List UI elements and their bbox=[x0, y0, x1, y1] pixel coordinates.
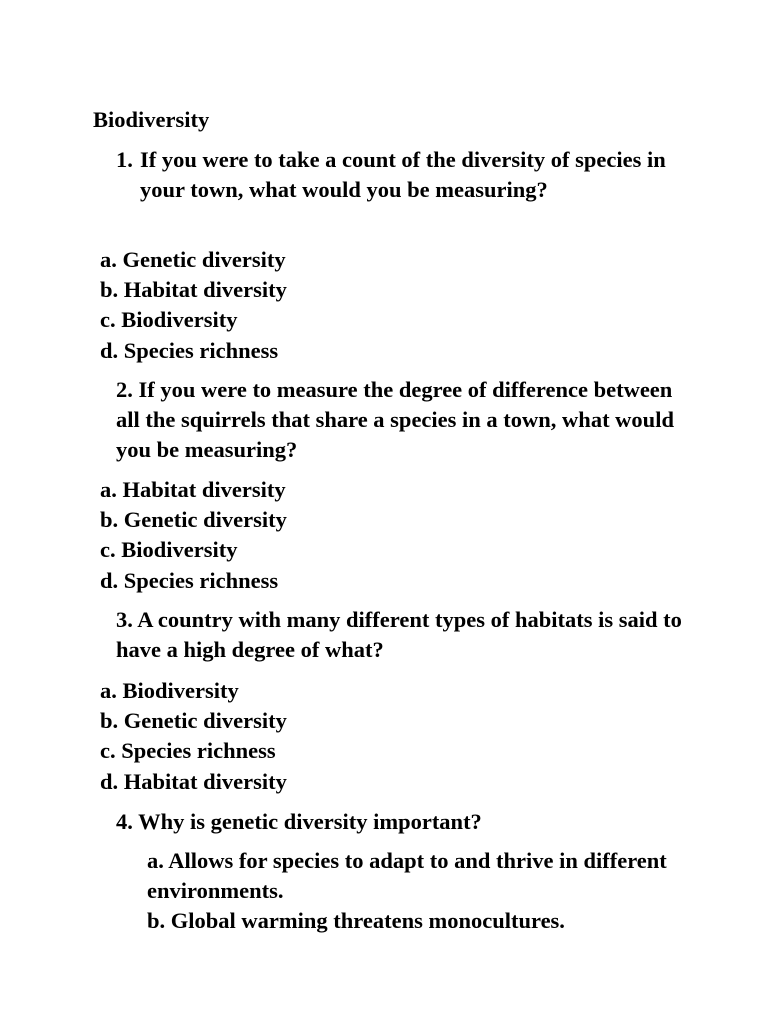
option-item: d. Habitat diversity bbox=[100, 768, 287, 794]
option-item: b. Habitat diversity bbox=[100, 277, 287, 303]
question-4 bbox=[116, 807, 696, 837]
question-2-text: If you were to measure the degree of difference between all the squirrels that share a species in a town, what would you be measuring? bbox=[116, 377, 674, 462]
option-item: d. Species richness bbox=[100, 567, 279, 593]
option-item: d. Species richness bbox=[100, 337, 279, 363]
question-3-text: A country with many different types of habitats is said to have a high degree of what? bbox=[116, 607, 682, 662]
option-item: b. Genetic diversity bbox=[100, 507, 287, 533]
document-title: Biodiversity bbox=[93, 107, 210, 132]
option-item: a. Allows for species to adapt to and thrive in different environments. bbox=[147, 848, 667, 904]
question-3 bbox=[116, 605, 696, 665]
question-2-number: 2. bbox=[116, 377, 133, 402]
question-2 bbox=[116, 375, 696, 465]
question-3-number: 3. bbox=[116, 607, 133, 632]
option-item: c. Biodiversity bbox=[100, 307, 238, 333]
question-4-text: Why is genetic diversity important? bbox=[138, 809, 482, 834]
option-item: c. Biodiversity bbox=[100, 537, 238, 563]
question-1-options bbox=[100, 245, 287, 366]
question-4-number: 4. bbox=[116, 809, 133, 834]
question-1-number: 1. bbox=[116, 147, 133, 172]
question-4-options bbox=[139, 846, 699, 937]
option-item: b. Genetic diversity bbox=[100, 708, 287, 734]
option-item: a. Habitat diversity bbox=[100, 477, 286, 502]
option-item: b. Global warming threatens monocultures. bbox=[147, 908, 565, 934]
question-2-options bbox=[100, 475, 287, 596]
option-item: a. Biodiversity bbox=[100, 678, 239, 703]
question-1 bbox=[116, 145, 676, 205]
question-1-text: If you were to take a count of the diversity of species in your town, what would you be measuring? bbox=[140, 147, 666, 202]
question-3-options bbox=[100, 676, 287, 797]
option-item: c. Species richness bbox=[100, 738, 276, 764]
option-item: a. Genetic diversity bbox=[100, 247, 286, 272]
